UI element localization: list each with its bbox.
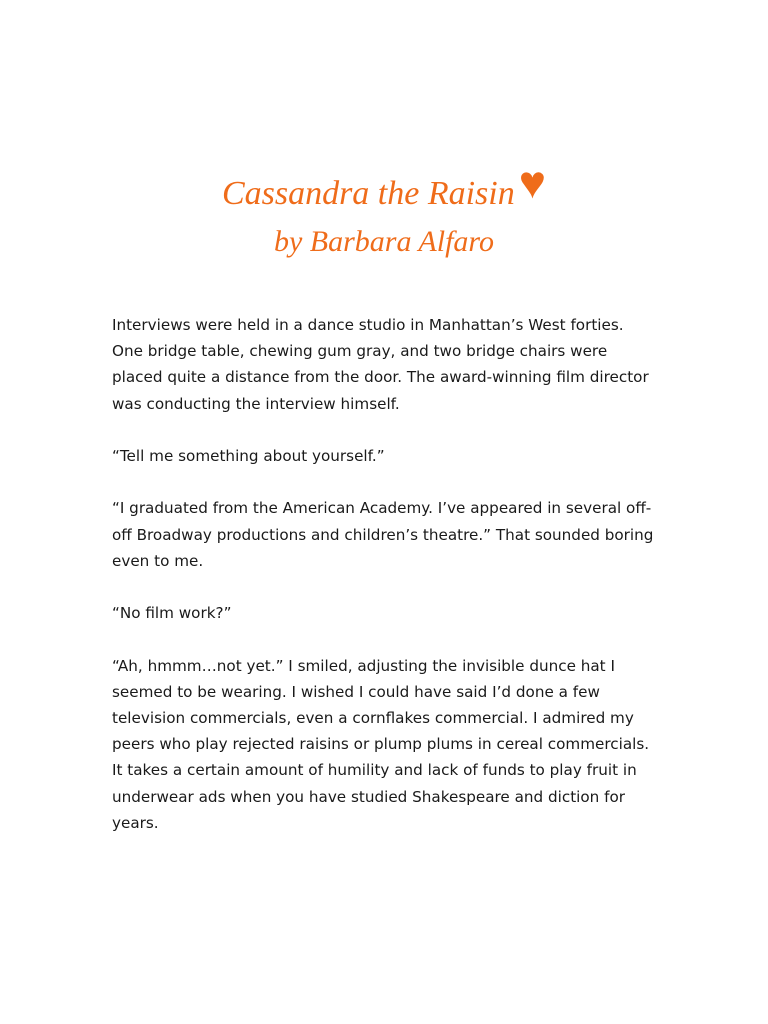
story-title-line [0,157,768,222]
paragraph: “Ah, hmmm…not yet.” I smiled, adjusting the invisible dunce hat I seemed to be wearing. I wished I could have said I’d done a few television commercials, even a cornflakes commercial. I admired my peers who play rejected raisins or plump plums in cereal commercials. It takes a certain amount of humility and lack of funds to play fruit in underwear ads when you have studied Shakespeare and diction for years. [112,656,650,832]
author-byline: by Barbara Alfaro [273,225,494,258]
paragraph: “No film work?” [112,604,232,623]
paragraph: Interviews were held in a dance studio in Manhattan’s West forties. One bridge table, chewing gum gray, and two bridge chairs were placed quite a distance from the door. The award-winning film director was conducting the interview himself. [112,316,649,413]
paragraph: “Tell me something about yourself.” [112,447,385,465]
story-body [112,312,657,862]
title-block [0,157,768,262]
heart-icon: ♥ [518,157,547,208]
story-title: Cassandra the Raisin [221,175,515,212]
paragraph: “I graduated from the American Academy. I’ve appeared in several off-off Broadway productions and children’s theatre.” That sounded boring even to me. [112,499,654,570]
